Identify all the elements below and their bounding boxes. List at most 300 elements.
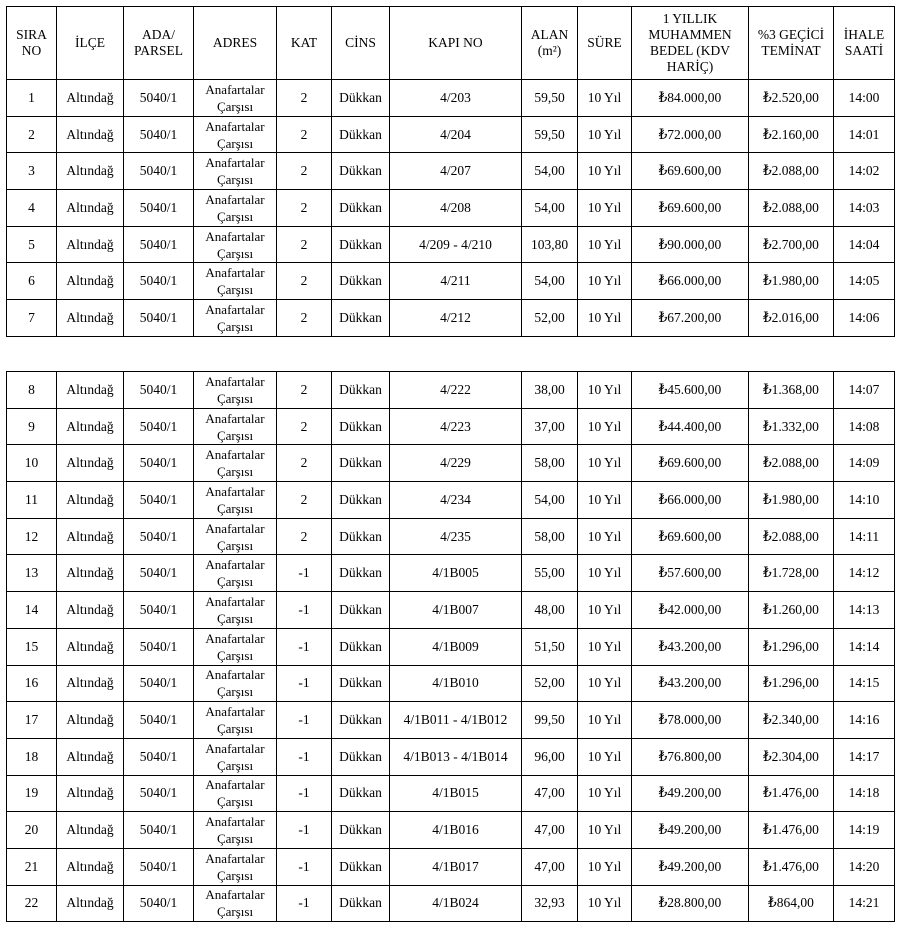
cell-alan: 99,50: [522, 702, 578, 739]
cell-adres: Anafartalar Çarşısı: [194, 848, 277, 885]
cell-ilce: Altındağ: [57, 263, 124, 300]
cell-sure: 10 Yıl: [578, 775, 632, 812]
cell-teminat: ₺2.700,00: [749, 226, 834, 263]
cell-ada-parsel: 5040/1: [124, 80, 194, 117]
cell-cins: Dükkan: [332, 775, 390, 812]
table-row: [7, 812, 895, 849]
tender-table-2: [6, 371, 895, 922]
cell-cins: Dükkan: [332, 226, 390, 263]
cell-alan: 32,93: [522, 885, 578, 922]
cell-adres: Anafartalar Çarşısı: [194, 408, 277, 445]
cell-kapi-no: 4/204: [390, 116, 522, 153]
cell-teminat: ₺1.728,00: [749, 555, 834, 592]
cell-sira-no: 7: [7, 300, 57, 337]
cell-adres: Anafartalar Çarşısı: [194, 738, 277, 775]
cell-alan: 47,00: [522, 812, 578, 849]
cell-ada-parsel: 5040/1: [124, 190, 194, 227]
cell-ilce: Altındağ: [57, 518, 124, 555]
cell-alan: 59,50: [522, 116, 578, 153]
cell-kat: 2: [277, 153, 332, 190]
cell-ihale-saati: 14:19: [834, 812, 895, 849]
col-ihale-saati: İHALE SAATİ: [834, 7, 895, 80]
cell-ada-parsel: 5040/1: [124, 372, 194, 409]
cell-ada-parsel: 5040/1: [124, 665, 194, 702]
cell-kapi-no: 4/1B010: [390, 665, 522, 702]
cell-alan: 54,00: [522, 263, 578, 300]
col-adres: ADRES: [194, 7, 277, 80]
cell-sira-no: 22: [7, 885, 57, 922]
cell-alan: 54,00: [522, 153, 578, 190]
cell-kat: -1: [277, 628, 332, 665]
cell-ihale-saati: 14:07: [834, 372, 895, 409]
cell-alan: 47,00: [522, 775, 578, 812]
cell-kat: 2: [277, 80, 332, 117]
cell-ada-parsel: 5040/1: [124, 226, 194, 263]
cell-kapi-no: 4/207: [390, 153, 522, 190]
cell-bedel: ₺43.200,00: [632, 628, 749, 665]
cell-teminat: ₺1.980,00: [749, 263, 834, 300]
cell-adres: Anafartalar Çarşısı: [194, 518, 277, 555]
cell-adres: Anafartalar Çarşısı: [194, 592, 277, 629]
cell-ihale-saati: 14:09: [834, 445, 895, 482]
cell-alan: 103,80: [522, 226, 578, 263]
cell-kapi-no: 4/1B015: [390, 775, 522, 812]
cell-ihale-saati: 14:15: [834, 665, 895, 702]
cell-sira-no: 20: [7, 812, 57, 849]
table-row: [7, 848, 895, 885]
cell-sure: 10 Yıl: [578, 738, 632, 775]
cell-sure: 10 Yıl: [578, 848, 632, 885]
cell-cins: Dükkan: [332, 555, 390, 592]
cell-kapi-no: 4/211: [390, 263, 522, 300]
col-sira-no: SIRA NO: [7, 7, 57, 80]
cell-cins: Dükkan: [332, 628, 390, 665]
cell-ihale-saati: 14:05: [834, 263, 895, 300]
cell-kat: 2: [277, 300, 332, 337]
cell-ada-parsel: 5040/1: [124, 775, 194, 812]
cell-kapi-no: 4/229: [390, 445, 522, 482]
table-row: [7, 592, 895, 629]
cell-teminat: ₺1.296,00: [749, 665, 834, 702]
table-row: [7, 153, 895, 190]
cell-adres: Anafartalar Çarşısı: [194, 445, 277, 482]
cell-ihale-saati: 14:08: [834, 408, 895, 445]
cell-ihale-saati: 14:11: [834, 518, 895, 555]
cell-sure: 10 Yıl: [578, 702, 632, 739]
cell-sira-no: 6: [7, 263, 57, 300]
cell-ada-parsel: 5040/1: [124, 482, 194, 519]
cell-teminat: ₺1.476,00: [749, 775, 834, 812]
cell-ada-parsel: 5040/1: [124, 116, 194, 153]
cell-cins: Dükkan: [332, 738, 390, 775]
cell-bedel: ₺28.800,00: [632, 885, 749, 922]
cell-bedel: ₺49.200,00: [632, 775, 749, 812]
cell-bedel: ₺57.600,00: [632, 555, 749, 592]
cell-kat: 2: [277, 482, 332, 519]
table-row: [7, 738, 895, 775]
cell-ilce: Altındağ: [57, 445, 124, 482]
cell-ihale-saati: 14:02: [834, 153, 895, 190]
cell-sure: 10 Yıl: [578, 592, 632, 629]
table-row: [7, 482, 895, 519]
cell-sure: 10 Yıl: [578, 885, 632, 922]
col-ilce: İLÇE: [57, 7, 124, 80]
cell-ilce: Altındağ: [57, 592, 124, 629]
cell-ilce: Altındağ: [57, 555, 124, 592]
cell-sira-no: 3: [7, 153, 57, 190]
cell-teminat: ₺1.476,00: [749, 812, 834, 849]
cell-sure: 10 Yıl: [578, 445, 632, 482]
cell-ada-parsel: 5040/1: [124, 738, 194, 775]
cell-kat: -1: [277, 592, 332, 629]
cell-alan: 58,00: [522, 445, 578, 482]
cell-bedel: ₺49.200,00: [632, 848, 749, 885]
cell-cins: Dükkan: [332, 702, 390, 739]
table-body-1: [7, 80, 895, 337]
cell-alan: 38,00: [522, 372, 578, 409]
cell-teminat: ₺2.088,00: [749, 518, 834, 555]
cell-sira-no: 4: [7, 190, 57, 227]
cell-teminat: ₺1.476,00: [749, 848, 834, 885]
cell-ihale-saati: 14:00: [834, 80, 895, 117]
cell-ilce: Altındağ: [57, 300, 124, 337]
col-teminat: %3 GEÇİCİ TEMİNAT: [749, 7, 834, 80]
cell-alan: 52,00: [522, 665, 578, 702]
cell-bedel: ₺43.200,00: [632, 665, 749, 702]
cell-sure: 10 Yıl: [578, 263, 632, 300]
cell-sure: 10 Yıl: [578, 812, 632, 849]
cell-ilce: Altındağ: [57, 812, 124, 849]
table-row: [7, 518, 895, 555]
cell-kat: 2: [277, 445, 332, 482]
table-row: [7, 445, 895, 482]
cell-ihale-saati: 14:20: [834, 848, 895, 885]
cell-alan: 47,00: [522, 848, 578, 885]
cell-ada-parsel: 5040/1: [124, 263, 194, 300]
cell-sure: 10 Yıl: [578, 116, 632, 153]
cell-cins: Dükkan: [332, 848, 390, 885]
cell-teminat: ₺864,00: [749, 885, 834, 922]
col-sure: SÜRE: [578, 7, 632, 80]
cell-ihale-saati: 14:14: [834, 628, 895, 665]
cell-alan: 51,50: [522, 628, 578, 665]
cell-bedel: ₺69.600,00: [632, 190, 749, 227]
cell-sira-no: 12: [7, 518, 57, 555]
cell-ada-parsel: 5040/1: [124, 153, 194, 190]
cell-ihale-saati: 14:16: [834, 702, 895, 739]
cell-sira-no: 1: [7, 80, 57, 117]
table-row: [7, 702, 895, 739]
cell-kapi-no: 4/234: [390, 482, 522, 519]
cell-ilce: Altındağ: [57, 226, 124, 263]
cell-sira-no: 16: [7, 665, 57, 702]
cell-adres: Anafartalar Çarşısı: [194, 482, 277, 519]
cell-kapi-no: 4/212: [390, 300, 522, 337]
cell-adres: Anafartalar Çarşısı: [194, 628, 277, 665]
cell-sira-no: 21: [7, 848, 57, 885]
cell-teminat: ₺1.332,00: [749, 408, 834, 445]
cell-bedel: ₺78.000,00: [632, 702, 749, 739]
cell-cins: Dükkan: [332, 665, 390, 702]
cell-ilce: Altındağ: [57, 482, 124, 519]
cell-cins: Dükkan: [332, 408, 390, 445]
cell-bedel: ₺72.000,00: [632, 116, 749, 153]
cell-kapi-no: 4/222: [390, 372, 522, 409]
cell-alan: 55,00: [522, 555, 578, 592]
cell-alan: 96,00: [522, 738, 578, 775]
cell-ilce: Altındağ: [57, 702, 124, 739]
cell-kapi-no: 4/1B005: [390, 555, 522, 592]
cell-teminat: ₺2.088,00: [749, 445, 834, 482]
cell-adres: Anafartalar Çarşısı: [194, 775, 277, 812]
cell-ihale-saati: 14:13: [834, 592, 895, 629]
cell-adres: Anafartalar Çarşısı: [194, 116, 277, 153]
cell-adres: Anafartalar Çarşısı: [194, 80, 277, 117]
cell-ilce: Altındağ: [57, 80, 124, 117]
cell-kapi-no: 4/1B013 - 4/1B014: [390, 738, 522, 775]
cell-alan: 58,00: [522, 518, 578, 555]
cell-sira-no: 9: [7, 408, 57, 445]
cell-ihale-saati: 14:10: [834, 482, 895, 519]
cell-kat: 2: [277, 518, 332, 555]
cell-sira-no: 13: [7, 555, 57, 592]
table-row: [7, 116, 895, 153]
cell-bedel: ₺69.600,00: [632, 153, 749, 190]
cell-cins: Dükkan: [332, 885, 390, 922]
col-bedel: 1 YILLIK MUHAMMEN BEDEL (KDV HARİÇ): [632, 7, 749, 80]
cell-bedel: ₺66.000,00: [632, 263, 749, 300]
table-row: [7, 775, 895, 812]
cell-sure: 10 Yıl: [578, 300, 632, 337]
cell-adres: Anafartalar Çarşısı: [194, 226, 277, 263]
cell-ada-parsel: 5040/1: [124, 445, 194, 482]
table-row: [7, 628, 895, 665]
cell-sira-no: 14: [7, 592, 57, 629]
cell-adres: Anafartalar Çarşısı: [194, 190, 277, 227]
col-kapi-no: KAPI NO: [390, 7, 522, 80]
cell-cins: Dükkan: [332, 153, 390, 190]
cell-sira-no: 19: [7, 775, 57, 812]
cell-cins: Dükkan: [332, 482, 390, 519]
cell-kat: -1: [277, 885, 332, 922]
cell-ilce: Altındağ: [57, 372, 124, 409]
cell-ilce: Altındağ: [57, 738, 124, 775]
cell-sira-no: 5: [7, 226, 57, 263]
cell-kapi-no: 4/1B007: [390, 592, 522, 629]
cell-ilce: Altındağ: [57, 848, 124, 885]
table-row: [7, 190, 895, 227]
cell-bedel: ₺90.000,00: [632, 226, 749, 263]
cell-ada-parsel: 5040/1: [124, 408, 194, 445]
cell-bedel: ₺76.800,00: [632, 738, 749, 775]
cell-alan: 37,00: [522, 408, 578, 445]
cell-kat: -1: [277, 665, 332, 702]
cell-sira-no: 17: [7, 702, 57, 739]
cell-ihale-saati: 14:01: [834, 116, 895, 153]
cell-ada-parsel: 5040/1: [124, 702, 194, 739]
cell-sure: 10 Yıl: [578, 226, 632, 263]
cell-kapi-no: 4/208: [390, 190, 522, 227]
cell-ada-parsel: 5040/1: [124, 848, 194, 885]
table-row: [7, 408, 895, 445]
cell-ihale-saati: 14:06: [834, 300, 895, 337]
cell-adres: Anafartalar Çarşısı: [194, 372, 277, 409]
cell-kapi-no: 4/1B011 - 4/1B012: [390, 702, 522, 739]
cell-ada-parsel: 5040/1: [124, 812, 194, 849]
tender-table-1: [6, 6, 895, 337]
cell-bedel: ₺69.600,00: [632, 445, 749, 482]
cell-adres: Anafartalar Çarşısı: [194, 702, 277, 739]
cell-bedel: ₺42.000,00: [632, 592, 749, 629]
cell-kat: 2: [277, 372, 332, 409]
cell-sira-no: 2: [7, 116, 57, 153]
cell-teminat: ₺2.160,00: [749, 116, 834, 153]
cell-kat: -1: [277, 848, 332, 885]
cell-cins: Dükkan: [332, 445, 390, 482]
cell-kapi-no: 4/223: [390, 408, 522, 445]
cell-bedel: ₺49.200,00: [632, 812, 749, 849]
cell-teminat: ₺2.088,00: [749, 190, 834, 227]
cell-ada-parsel: 5040/1: [124, 555, 194, 592]
cell-alan: 52,00: [522, 300, 578, 337]
cell-sure: 10 Yıl: [578, 153, 632, 190]
cell-cins: Dükkan: [332, 116, 390, 153]
cell-cins: Dükkan: [332, 592, 390, 629]
cell-ilce: Altındağ: [57, 408, 124, 445]
cell-teminat: ₺2.340,00: [749, 702, 834, 739]
cell-ilce: Altındağ: [57, 190, 124, 227]
cell-ada-parsel: 5040/1: [124, 518, 194, 555]
table-row: [7, 665, 895, 702]
cell-sira-no: 18: [7, 738, 57, 775]
cell-cins: Dükkan: [332, 518, 390, 555]
table-row: [7, 226, 895, 263]
cell-alan: 48,00: [522, 592, 578, 629]
cell-ilce: Altındağ: [57, 885, 124, 922]
cell-kat: -1: [277, 702, 332, 739]
cell-kat: 2: [277, 408, 332, 445]
cell-ihale-saati: 14:04: [834, 226, 895, 263]
cell-bedel: ₺44.400,00: [632, 408, 749, 445]
cell-cins: Dükkan: [332, 812, 390, 849]
cell-alan: 54,00: [522, 482, 578, 519]
cell-ilce: Altındağ: [57, 775, 124, 812]
table-row: [7, 555, 895, 592]
cell-teminat: ₺2.016,00: [749, 300, 834, 337]
cell-cins: Dükkan: [332, 300, 390, 337]
cell-sira-no: 11: [7, 482, 57, 519]
cell-ilce: Altındağ: [57, 153, 124, 190]
cell-adres: Anafartalar Çarşısı: [194, 263, 277, 300]
cell-cins: Dükkan: [332, 263, 390, 300]
cell-teminat: ₺2.520,00: [749, 80, 834, 117]
cell-cins: Dükkan: [332, 372, 390, 409]
cell-sure: 10 Yıl: [578, 372, 632, 409]
cell-adres: Anafartalar Çarşısı: [194, 812, 277, 849]
cell-sure: 10 Yıl: [578, 665, 632, 702]
cell-ilce: Altındağ: [57, 665, 124, 702]
cell-teminat: ₺2.088,00: [749, 153, 834, 190]
cell-ada-parsel: 5040/1: [124, 885, 194, 922]
cell-sure: 10 Yıl: [578, 408, 632, 445]
cell-kapi-no: 4/209 - 4/210: [390, 226, 522, 263]
cell-sure: 10 Yıl: [578, 628, 632, 665]
cell-ada-parsel: 5040/1: [124, 628, 194, 665]
cell-sure: 10 Yıl: [578, 518, 632, 555]
cell-teminat: ₺1.980,00: [749, 482, 834, 519]
cell-kat: 2: [277, 226, 332, 263]
cell-kat: 2: [277, 263, 332, 300]
cell-ilce: Altındağ: [57, 628, 124, 665]
cell-kat: -1: [277, 775, 332, 812]
cell-alan: 54,00: [522, 190, 578, 227]
cell-sure: 10 Yıl: [578, 80, 632, 117]
cell-kat: -1: [277, 738, 332, 775]
table-row: [7, 372, 895, 409]
cell-ihale-saati: 14:17: [834, 738, 895, 775]
cell-kapi-no: 4/1B016: [390, 812, 522, 849]
cell-sure: 10 Yıl: [578, 555, 632, 592]
cell-cins: Dükkan: [332, 190, 390, 227]
cell-kat: -1: [277, 812, 332, 849]
col-kat: KAT: [277, 7, 332, 80]
cell-teminat: ₺1.260,00: [749, 592, 834, 629]
cell-alan: 59,50: [522, 80, 578, 117]
cell-bedel: ₺45.600,00: [632, 372, 749, 409]
cell-bedel: ₺66.000,00: [632, 482, 749, 519]
cell-ihale-saati: 14:18: [834, 775, 895, 812]
cell-teminat: ₺2.304,00: [749, 738, 834, 775]
cell-teminat: ₺1.368,00: [749, 372, 834, 409]
cell-kat: 2: [277, 190, 332, 227]
col-ada-parsel: ADA/ PARSEL: [124, 7, 194, 80]
cell-kapi-no: 4/235: [390, 518, 522, 555]
cell-kat: 2: [277, 116, 332, 153]
cell-sira-no: 8: [7, 372, 57, 409]
col-alan: ALAN (m²): [522, 7, 578, 80]
cell-sira-no: 15: [7, 628, 57, 665]
cell-ilce: Altındağ: [57, 116, 124, 153]
cell-kapi-no: 4/1B009: [390, 628, 522, 665]
cell-adres: Anafartalar Çarşısı: [194, 885, 277, 922]
cell-adres: Anafartalar Çarşısı: [194, 555, 277, 592]
cell-ihale-saati: 14:21: [834, 885, 895, 922]
table-row: [7, 263, 895, 300]
cell-kapi-no: 4/203: [390, 80, 522, 117]
cell-kapi-no: 4/1B017: [390, 848, 522, 885]
cell-sure: 10 Yıl: [578, 482, 632, 519]
cell-adres: Anafartalar Çarşısı: [194, 153, 277, 190]
cell-ihale-saati: 14:03: [834, 190, 895, 227]
cell-adres: Anafartalar Çarşısı: [194, 300, 277, 337]
table-header: [7, 7, 895, 80]
cell-bedel: ₺84.000,00: [632, 80, 749, 117]
table-body-2: [7, 372, 895, 922]
cell-bedel: ₺67.200,00: [632, 300, 749, 337]
cell-bedel: ₺69.600,00: [632, 518, 749, 555]
cell-sira-no: 10: [7, 445, 57, 482]
table-row: [7, 80, 895, 117]
cell-teminat: ₺1.296,00: [749, 628, 834, 665]
cell-kat: -1: [277, 555, 332, 592]
cell-ihale-saati: 14:12: [834, 555, 895, 592]
col-cins: CİNS: [332, 7, 390, 80]
cell-sure: 10 Yıl: [578, 190, 632, 227]
table-row: [7, 885, 895, 922]
cell-cins: Dükkan: [332, 80, 390, 117]
cell-ada-parsel: 5040/1: [124, 592, 194, 629]
table-row: [7, 300, 895, 337]
